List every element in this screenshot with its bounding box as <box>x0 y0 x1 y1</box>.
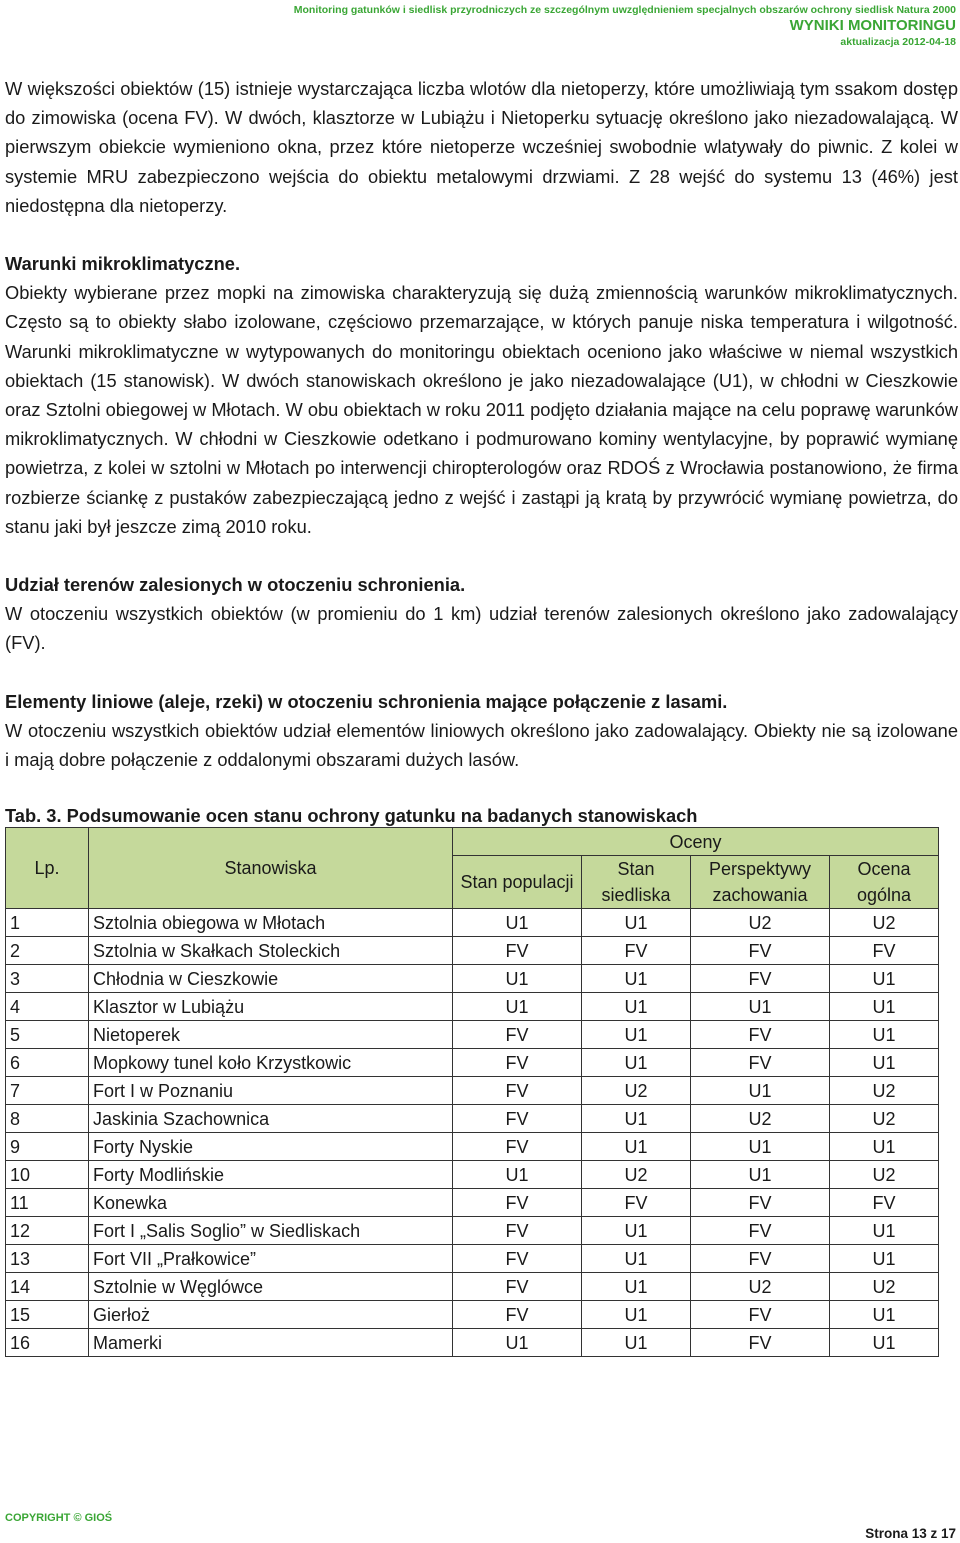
document-body <box>5 74 958 1357</box>
cell-prospects: FV <box>691 1245 830 1273</box>
cell-population: FV <box>453 1105 582 1133</box>
col-header-prospects: Perspektywy zachowania <box>691 856 830 909</box>
cell-prospects: U2 <box>691 1273 830 1301</box>
cell-lp: 5 <box>6 1021 89 1049</box>
cell-habitat: U1 <box>582 1245 691 1273</box>
cell-habitat: U1 <box>582 1273 691 1301</box>
table-title: Tab. 3. Podsumowanie ocen stanu ochrony gatunku na badanych stanowiskach <box>5 805 698 827</box>
cell-overall: FV <box>830 937 939 965</box>
paragraph-microclimate: Obiekty wybierane przez mopki na zimowiska charakteryzują się dużą zmiennością warunków mikroklimatycznych. Często są to obiekty słabo izolowane, częściowo przemarzające, w których panuje niska temperatura i wilgotność. Warunki mikroklimatyczne w wytypowanych do monitoringu obiektach oceniono jako właściwe w niemal wszystkich obiektach (15 stanowisk). W dwóch stanowiskach określono je jako niezadowalające (U1), w chłodni w Cieszkowie oraz Sztolni obiegowej w Młotach. W obu obiektach w roku 2011 podjęto działania mające na celu poprawę warunków mikroklimatycznych. W chłodni w Cieszkowie odetkano i podmurowano kominy wentylacyjne, by poprawić wymianę powietrza, z kolei w sztolni w Młotach po interwencji chiropterologów oraz RDOŚ z Wrocławia postanowiono, że firma rozbierze ściankę z pustaków zabezpieczającą jedno z wejść i zastąpi ją kratą by przywrócić wymianę powietrza, do stanu jaki był jeszcze zimą 2010 roku. <box>5 282 958 537</box>
header-project-title: Monitoring gatunków i siedlisk przyrodniczych ze szczególnym uwzględnieniem specjalnych obszarów ochrony siedlisk Natura 2000 <box>293 4 956 16</box>
cell-prospects: FV <box>691 1329 830 1357</box>
cell-site: Jaskinia Szachownica <box>89 1105 453 1133</box>
cell-site: Gierłoż <box>89 1301 453 1329</box>
table-row <box>6 937 939 965</box>
footer-copyright: COPYRIGHT © GIOŚ <box>5 1512 113 1524</box>
cell-population: FV <box>453 1245 582 1273</box>
cell-habitat: U1 <box>582 993 691 1021</box>
header-section-title: WYNIKI MONITORINGU <box>789 17 956 34</box>
cell-habitat: U1 <box>582 909 691 937</box>
cell-habitat: U1 <box>582 965 691 993</box>
header-update-date: aktualizacja 2012-04-18 <box>840 36 956 48</box>
cell-lp: 11 <box>6 1189 89 1217</box>
cell-site: Fort VII „Prałkowice” <box>89 1245 453 1273</box>
table-row <box>6 1161 939 1189</box>
cell-habitat: FV <box>582 937 691 965</box>
cell-prospects: FV <box>691 1049 830 1077</box>
cell-lp: 13 <box>6 1245 89 1273</box>
cell-prospects: U1 <box>691 1133 830 1161</box>
cell-site: Chłodnia w Cieszkowie <box>89 965 453 993</box>
cell-site: Nietoperek <box>89 1021 453 1049</box>
cell-lp: 14 <box>6 1273 89 1301</box>
cell-population: FV <box>453 1049 582 1077</box>
paragraph-linear-elements: W otoczeniu wszystkich obiektów udział elementów liniowych określono jako zadowalający. Obiekty nie są izolowane i mają dobre połączenie z oddalonymi obszarami dużych lasów. <box>5 719 958 771</box>
col-header-assessments: Oceny <box>453 828 939 856</box>
cell-lp: 12 <box>6 1217 89 1245</box>
cell-population: U1 <box>453 965 582 993</box>
cell-site: Mamerki <box>89 1329 453 1357</box>
cell-population: FV <box>453 1301 582 1329</box>
cell-lp: 6 <box>6 1049 89 1077</box>
heading-linear-elements: Elementy liniowe (aleje, rzeki) w otoczeniu schronienia mające połączenie z lasami. <box>5 690 728 712</box>
table-row <box>6 1189 939 1217</box>
table-row <box>6 965 939 993</box>
col-header-overall: Ocena ogólna <box>830 856 939 909</box>
cell-prospects: U2 <box>691 909 830 937</box>
cell-site: Mopkowy tunel koło Krzystkowic <box>89 1049 453 1077</box>
cell-prospects: FV <box>691 1301 830 1329</box>
paragraph-forest-share: W otoczeniu wszystkich obiektów (w promieniu do 1 km) udział terenów zalesionych określono jako zadowalający (FV). <box>5 603 958 654</box>
cell-prospects: FV <box>691 1217 830 1245</box>
cell-habitat: U1 <box>582 1329 691 1357</box>
cell-overall: U1 <box>830 1021 939 1049</box>
cell-site: Sztolnia obiegowa w Młotach <box>89 909 453 937</box>
cell-population: U1 <box>453 993 582 1021</box>
table-body <box>6 909 939 1357</box>
cell-overall: U2 <box>830 909 939 937</box>
cell-population: U1 <box>453 909 582 937</box>
heading-microclimate: Warunki mikroklimatyczne. <box>5 253 241 275</box>
cell-population: FV <box>453 1217 582 1245</box>
cell-population: FV <box>453 1133 582 1161</box>
col-header-site: Stanowiska <box>89 828 453 909</box>
cell-lp: 15 <box>6 1301 89 1329</box>
table-row <box>6 1273 939 1301</box>
cell-site: Sztolnie w Węglówce <box>89 1273 453 1301</box>
table-row <box>6 1077 939 1105</box>
cell-overall: U2 <box>830 1105 939 1133</box>
cell-site: Klasztor w Lubiążu <box>89 993 453 1021</box>
cell-population: FV <box>453 1021 582 1049</box>
cell-site: Forty Modlińskie <box>89 1161 453 1189</box>
table-row <box>6 1245 939 1273</box>
cell-overall: U1 <box>830 993 939 1021</box>
table-row <box>6 909 939 937</box>
cell-lp: 4 <box>6 993 89 1021</box>
cell-site: Sztolnia w Skałkach Stoleckich <box>89 937 453 965</box>
cell-lp: 10 <box>6 1161 89 1189</box>
cell-lp: 9 <box>6 1133 89 1161</box>
paragraph-entrances: W większości obiektów (15) istnieje wystarczająca liczba wlotów dla nietoperzy, które umożliwiają tym ssakom dostęp do zimowiska (ocena FV). W dwóch, klasztorze w Lubiążu i Nietoperku sytuację określono jako niezadowalającą. W pierwszym obiekcie wymieniono okna, przez które nietoperze wcześniej swobodnie wlatywały do piwnic. Z kolei w systemie MRU zabezpieczono wejścia do obiektu metalowymi drzwiami. Z 28 wejść do systemu 13 (46%) jest niedostępna dla nietoperzy. <box>5 78 958 216</box>
cell-overall: FV <box>830 1189 939 1217</box>
cell-lp: 8 <box>6 1105 89 1133</box>
cell-habitat: U1 <box>582 1021 691 1049</box>
cell-overall: U1 <box>830 1329 939 1357</box>
cell-lp: 1 <box>6 909 89 937</box>
col-header-habitat: Stan siedliska <box>582 856 691 909</box>
page-header <box>294 2 956 50</box>
cell-lp: 16 <box>6 1329 89 1357</box>
col-header-population: Stan populacji <box>453 856 582 909</box>
table-row <box>6 993 939 1021</box>
cell-overall: U1 <box>830 1217 939 1245</box>
cell-prospects: U1 <box>691 1077 830 1105</box>
cell-population: FV <box>453 1189 582 1217</box>
cell-habitat: FV <box>582 1189 691 1217</box>
cell-overall: U2 <box>830 1161 939 1189</box>
cell-overall: U2 <box>830 1273 939 1301</box>
cell-prospects: FV <box>691 937 830 965</box>
cell-population: FV <box>453 1077 582 1105</box>
cell-site: Forty Nyskie <box>89 1133 453 1161</box>
table-row <box>6 1329 939 1357</box>
cell-overall: U1 <box>830 1049 939 1077</box>
cell-site: Fort I „Salis Soglio” w Siedliskach <box>89 1217 453 1245</box>
table-row <box>6 1049 939 1077</box>
cell-site: Fort I w Poznaniu <box>89 1077 453 1105</box>
cell-overall: U2 <box>830 1077 939 1105</box>
cell-prospects: U1 <box>691 993 830 1021</box>
cell-prospects: U1 <box>691 1161 830 1189</box>
table-row <box>6 1021 939 1049</box>
cell-overall: U1 <box>830 1133 939 1161</box>
cell-habitat: U1 <box>582 1105 691 1133</box>
cell-population: FV <box>453 937 582 965</box>
cell-habitat: U1 <box>582 1301 691 1329</box>
cell-habitat: U1 <box>582 1133 691 1161</box>
table-row <box>6 1217 939 1245</box>
cell-habitat: U2 <box>582 1161 691 1189</box>
cell-overall: U1 <box>830 1301 939 1329</box>
cell-prospects: FV <box>691 965 830 993</box>
cell-population: U1 <box>453 1329 582 1357</box>
footer-page-number: Strona 13 z 17 <box>865 1526 956 1541</box>
cell-overall: U1 <box>830 965 939 993</box>
cell-habitat: U2 <box>582 1077 691 1105</box>
table-row <box>6 1105 939 1133</box>
table-row <box>6 1133 939 1161</box>
cell-habitat: U1 <box>582 1049 691 1077</box>
cell-population: U1 <box>453 1161 582 1189</box>
cell-lp: 7 <box>6 1077 89 1105</box>
cell-overall: U1 <box>830 1245 939 1273</box>
cell-population: FV <box>453 1273 582 1301</box>
cell-prospects: FV <box>691 1189 830 1217</box>
heading-forest-share: Udział terenów zalesionych w otoczeniu schronienia. <box>5 574 466 596</box>
col-header-lp: Lp. <box>6 828 89 909</box>
cell-prospects: FV <box>691 1021 830 1049</box>
assessment-table <box>5 827 939 1357</box>
cell-site: Konewka <box>89 1189 453 1217</box>
cell-lp: 2 <box>6 937 89 965</box>
table-row <box>6 1301 939 1329</box>
cell-lp: 3 <box>6 965 89 993</box>
cell-prospects: U2 <box>691 1105 830 1133</box>
cell-habitat: U1 <box>582 1217 691 1245</box>
